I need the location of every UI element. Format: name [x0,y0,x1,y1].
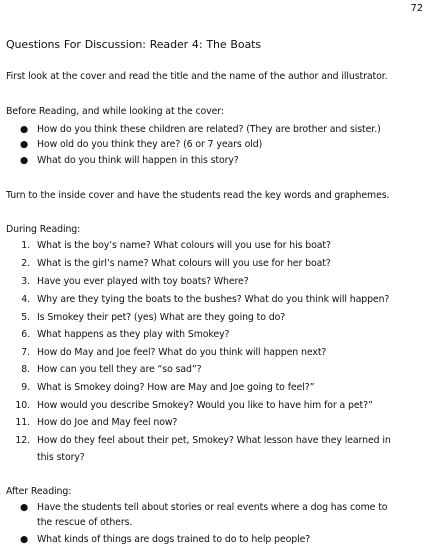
list-item-text: What happens as they play with Smokey? [37,329,230,340]
list-item-continuation [0,452,434,466]
inside-cover-instruction: Turn to the inside cover and have the students read the key words and graphemes. [6,190,390,201]
item-number: 2. [21,258,30,269]
list-item-text: How do May and Joe feel? What do you think will happen next? [37,347,327,358]
list-item-text: How do they feel about their pet, Smokey? What lesson have they learned in [37,435,391,446]
list-item [0,347,434,361]
list-item-text: the rescue of others. [37,517,133,528]
item-number: 12. [15,435,30,446]
list-item-text: What is the girl’s name? What colours will you use for her boat? [37,258,331,269]
intro-text: First look at the cover and read the title and the name of the author and illustrator. [6,71,388,82]
list-item-text: Have you ever played with toy boats? Where? [37,276,249,287]
list-item [0,400,434,414]
list-item-text: this story? [37,452,85,463]
item-number: 11. [15,417,30,428]
list-item-text: Have the students tell about stories or real events where a dog has come to [37,502,388,513]
bullet-icon: ● [20,155,29,166]
item-number: 3. [21,276,30,287]
list-item-text: How would you describe Smokey? Would you like to have him for a pet?” [37,400,373,411]
item-number: 7. [21,347,30,358]
list-item-text: What is the boy’s name? What colours will you use for his boat? [37,240,331,251]
list-item [0,139,434,153]
after-reading-heading: After Reading: [6,486,72,497]
list-item [0,155,434,169]
item-number: 1. [21,240,30,251]
list-item-text: How do Joe and May feel now? [37,417,178,428]
list-item [0,364,434,378]
item-number: 6. [21,329,30,340]
list-item-continuation [0,517,434,531]
item-number: 4. [21,294,30,305]
list-item [0,329,434,343]
page-number: 72 [410,3,423,14]
list-item [0,435,434,449]
bullet-icon: ● [20,502,29,513]
list-item-text: How do you think these children are related? (They are brother and sister.) [37,124,381,135]
list-item [0,240,434,254]
list-item-text: Is Smokey their pet? (yes) What are they going to do? [37,312,286,323]
page-title: Questions For Discussion: Reader 4: The Boats [6,38,261,51]
item-number: 10. [15,400,30,411]
list-item-text: What do you think will happen in this story? [37,155,239,166]
list-item [0,312,434,326]
list-item [0,534,434,548]
bullet-icon: ● [20,139,29,150]
list-item [0,417,434,431]
list-item-text: Why are they tying the boats to the bushes? What do you think will happen? [37,294,390,305]
list-item [0,382,434,396]
list-item [0,276,434,290]
item-number: 8. [21,364,30,375]
during-reading-heading: During Reading: [6,224,81,235]
list-item-text: How old do you think they are? (6 or 7 years old) [37,139,263,150]
list-item [0,502,434,516]
list-item-text: What kinds of things are dogs trained to do to help people? [37,534,311,545]
item-number: 5. [21,312,30,323]
bullet-icon: ● [20,534,29,545]
list-item [0,294,434,308]
list-item-text: What is Smokey doing? How are May and Joe going to feel?” [37,382,315,393]
before-reading-heading: Before Reading, and while looking at the cover: [6,106,224,117]
list-item-text: How can you tell they are “so sad”? [37,364,202,375]
list-item [0,258,434,272]
list-item [0,124,434,138]
item-number: 9. [21,382,30,393]
bullet-icon: ● [20,124,29,135]
